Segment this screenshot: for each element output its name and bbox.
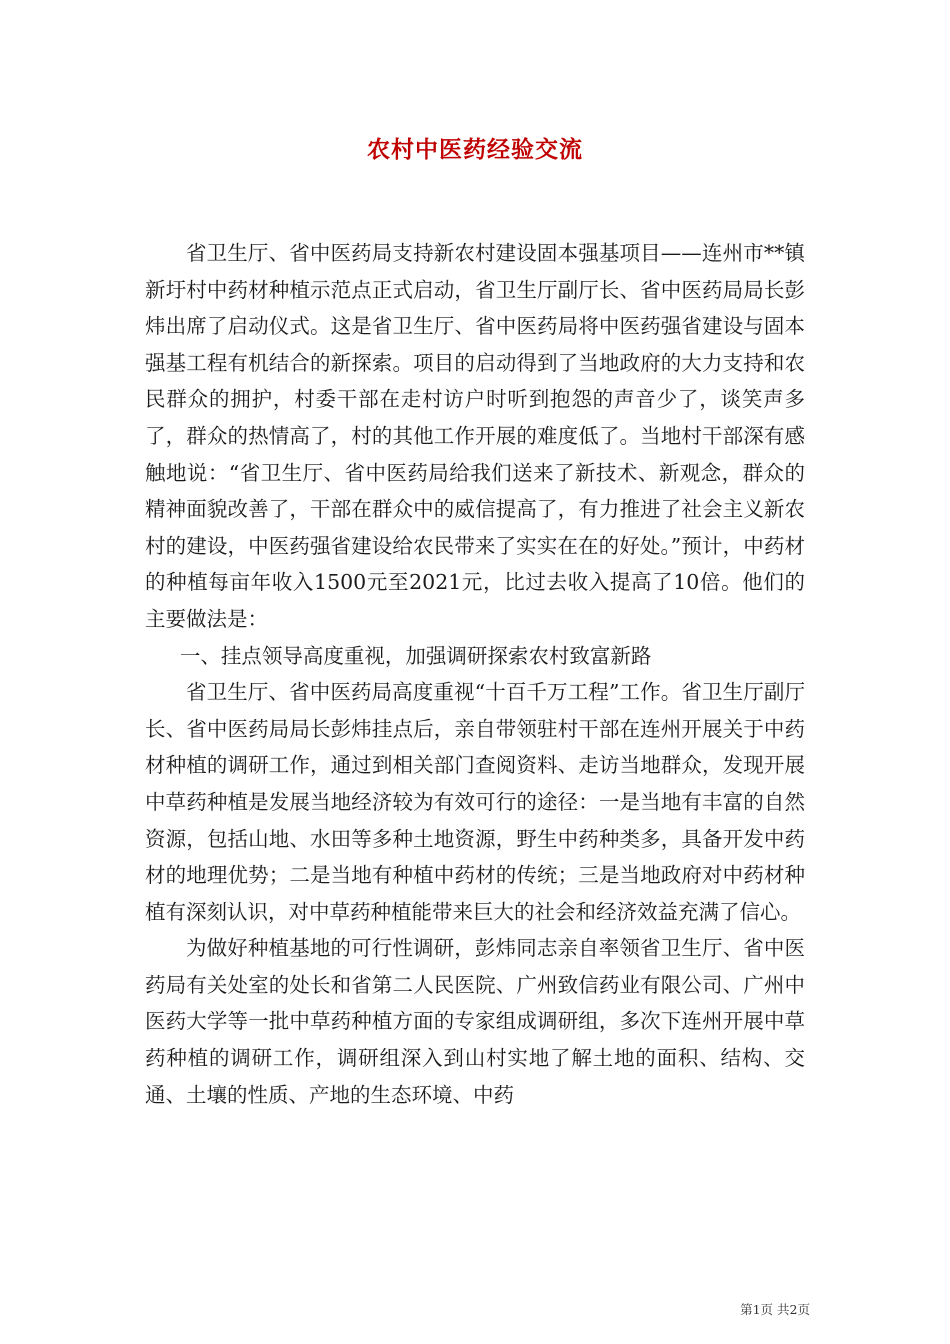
footer-total-pages: 2 (789, 1302, 798, 1317)
paragraph-research: 为做好种植基地的可行性调研，彭炜同志亲自率领省卫生厅、省中医药局有关处室的处长和省第二人民医院、广州致信药业有限公司、广州中医药大学等一批中草药种植方面的专家组成调研组，多次下连州开展中草药种植的调研工作，调研组深入到山村实地了解土地的面积、结构、交通、土壤的性质、产地的生态环境、中药 (145, 936, 805, 1107)
document-title: 农村中医药经验交流 (367, 136, 583, 163)
footer-middle: 页 共 (760, 1302, 790, 1317)
footer-suffix: 页 (797, 1302, 810, 1317)
section-heading-1: 一、挂点领导高度重视，加强调研探索农村致富新路 (179, 643, 652, 668)
paragraph-section-1: 省卫生厅、省中医药局高度重视“十百千万工程”工作。省卫生厅副厅长、省中医药局局长彭炜挂点后，亲自带领驻村干部在连州开展关于中药材种植的调研工作，通过到相关部门查阅资料、走访当地群众，发现开展中草药种植是发展当地经济较为有效可行的途径：一是当地有丰富的自然资源，包括山地、水田等多种土地资源，野生中药种类多，具备开发中药材的地理优势；二是当地有种植中药材的传统；三是当地政府对中药材种植有深刻认识，对中草药种植能带来巨大的社会和经济效益充满了信心。 (145, 680, 805, 924)
footer-current-page: 1 (752, 1302, 761, 1317)
document-body (145, 235, 805, 1113)
footer-prefix: 第 (740, 1302, 753, 1317)
paragraph-intro: 省卫生厅、省中医药局支持新农村建设固本强基项目——连州市**镇新圩村中药材种植示范点正式启动，省卫生厅副厅长、省中医药局局长彭炜出席了启动仪式。这是省卫生厅、省中医药局将中医药强省建设与固本强基工程有机结合的新探索。项目的启动得到了当地政府的大力支持和农民群众的拥护，村委干部在走村访户时听到抱怨的声音少了，谈笑声多了，群众的热情高了，村的其他工作开展的难度低了。当地村干部深有感触地说：“省卫生厅、省中医药局给我们送来了新技术、新观念，群众的精神面貌改善了，干部在群众中的威信提高了，有力推进了社会主义新农村的建设，中医药强省建设给农民带来了实实在在的好处。”预计，中药材的种植每亩年收入1500元至2021元，比过去收入提高了10倍。他们的主要做法是： (145, 241, 805, 631)
page-number-footer (740, 1301, 810, 1319)
